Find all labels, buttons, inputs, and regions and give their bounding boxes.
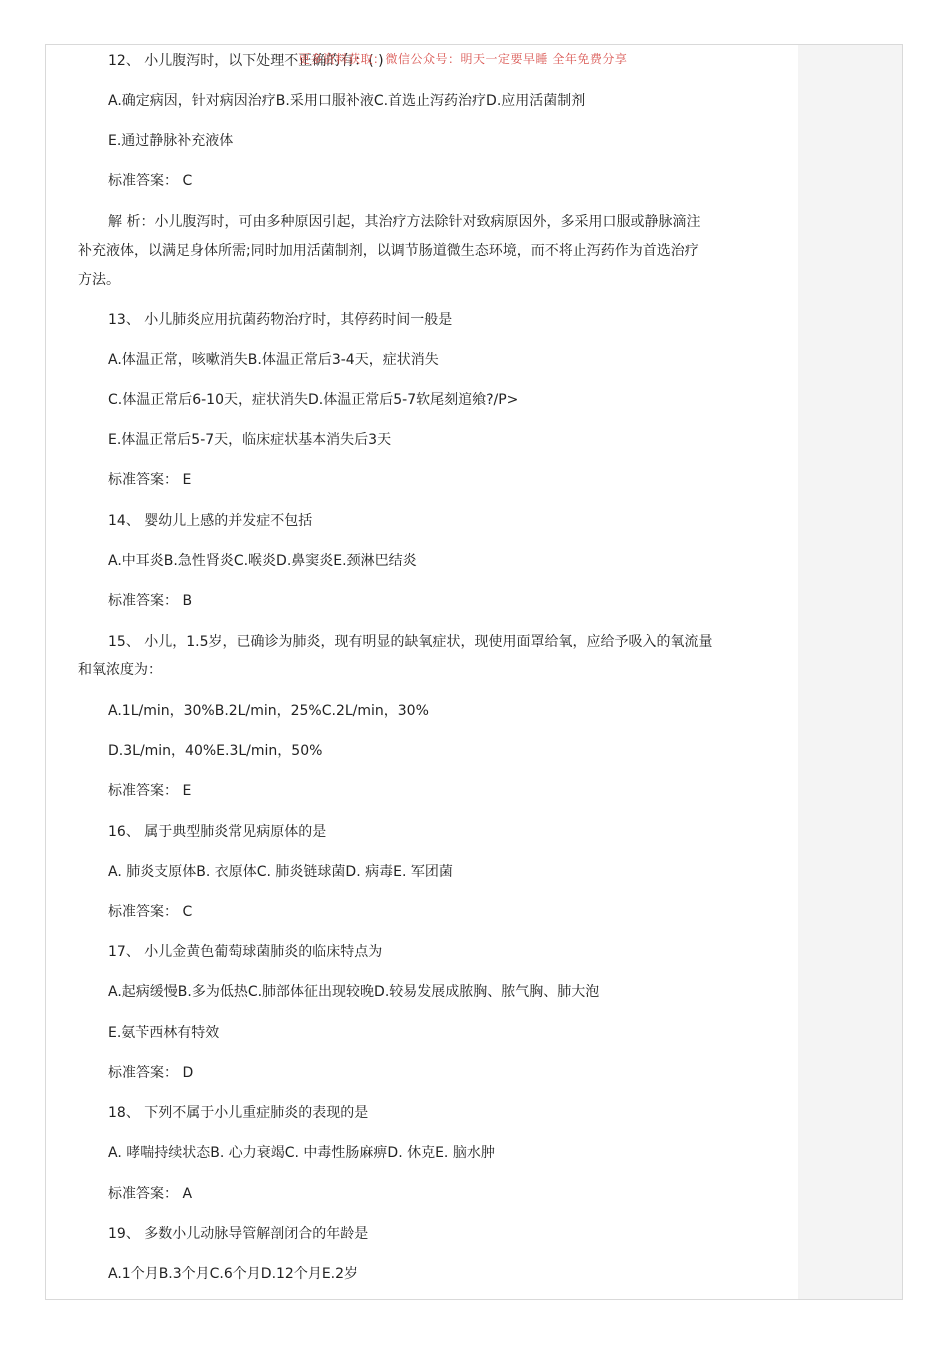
question-17: 17、 小儿金黄色葡萄球菌肺炎的临床特点为 <box>108 944 383 960</box>
question-17-option-e: E.氨苄西林有特效 <box>108 1025 220 1041</box>
question-13-options-c-d: C.体温正常后6-10天，症状消失D.体温正常后5-7软尾刻逭飨?/P> <box>108 392 519 408</box>
question-16-options: A. 肺炎支原体B. 衣原体C. 肺炎链球菌D. 病毒E. 军团菌 <box>108 864 453 880</box>
question-12-explanation-line-2: 补充液体，以满足身体所需;同时加用活菌制剂，以调节肠道微生态环境，而不将止泻药作为首选治疗 <box>78 243 699 259</box>
question-12-explanation-line-3: 方法。 <box>78 272 120 288</box>
question-15-line-1: 15、 小儿，1.5岁，已确诊为肺炎，现有明显的缺氧症状，现使用面罩给氧，应给予吸入的氧流量 <box>108 634 713 650</box>
question-17-options-a-d: A.起病缓慢B.多为低热C.肺部体征出现较晚D.较易发展成脓胸、脓气胸、肺大泡 <box>108 984 600 1000</box>
watermark: 更多资料获取：微信公众号：明天一定要早睡 全年免费分享 <box>298 52 628 66</box>
question-17-answer: 标准答案： D <box>108 1065 194 1081</box>
question-14-options: A.中耳炎B.急性肾炎C.喉炎D.鼻窦炎E.颈淋巴结炎 <box>108 553 417 569</box>
question-16-answer: 标准答案： C <box>108 904 193 920</box>
question-12-explanation-line-1: 解 析：小儿腹泻时，可由多种原因引起，其治疗方法除针对致病原因外，多采用口服或静脉滴注 <box>108 214 701 230</box>
question-13-options-a-b: A.体温正常，咳嗽消失B.体温正常后3-4天，症状消失 <box>108 352 439 368</box>
question-18: 18、 下列不属于小儿重症肺炎的表现的是 <box>108 1105 369 1121</box>
question-12-option-e: E.通过静脉补充液体 <box>108 133 234 149</box>
question-15-options-d-e: D.3L/min，40%E.3L/min，50% <box>108 743 323 759</box>
question-12: 12、 小儿腹泻时，以下处理不正确的有：( ) <box>108 53 384 69</box>
question-12-options-a-d: A.确定病因，针对病因治疗B.采用口服补液C.首选止泻药治疗D.应用活菌制剂 <box>108 93 586 109</box>
question-15-options-a-c: A.1L/min，30%B.2L/min，25%C.2L/min，30% <box>108 703 429 719</box>
question-18-options: A. 哮喘持续状态B. 心力衰竭C. 中毒性肠麻痹D. 休克E. 脑水肿 <box>108 1145 495 1161</box>
question-15-answer: 标准答案： E <box>108 783 192 799</box>
question-16: 16、 属于典型肺炎常见病原体的是 <box>108 824 327 840</box>
question-19: 19、 多数小儿动脉导管解剖闭合的年龄是 <box>108 1226 369 1242</box>
question-15-line-2: 和氧浓度为： <box>78 662 162 678</box>
question-14-answer: 标准答案： B <box>108 593 193 609</box>
question-12-answer: 标准答案： C <box>108 173 193 189</box>
question-13-answer: 标准答案： E <box>108 472 192 488</box>
question-13: 13、 小儿肺炎应用抗菌药物治疗时，其停药时间一般是 <box>108 312 453 328</box>
question-19-options: A.1个月B.3个月C.6个月D.12个月E.2岁 <box>108 1266 359 1282</box>
question-14: 14、 婴幼儿上感的并发症不包括 <box>108 513 313 529</box>
question-13-option-e: E.体温正常后5-7天，临床症状基本消失后3天 <box>108 432 392 448</box>
question-18-answer: 标准答案： A <box>108 1186 193 1202</box>
